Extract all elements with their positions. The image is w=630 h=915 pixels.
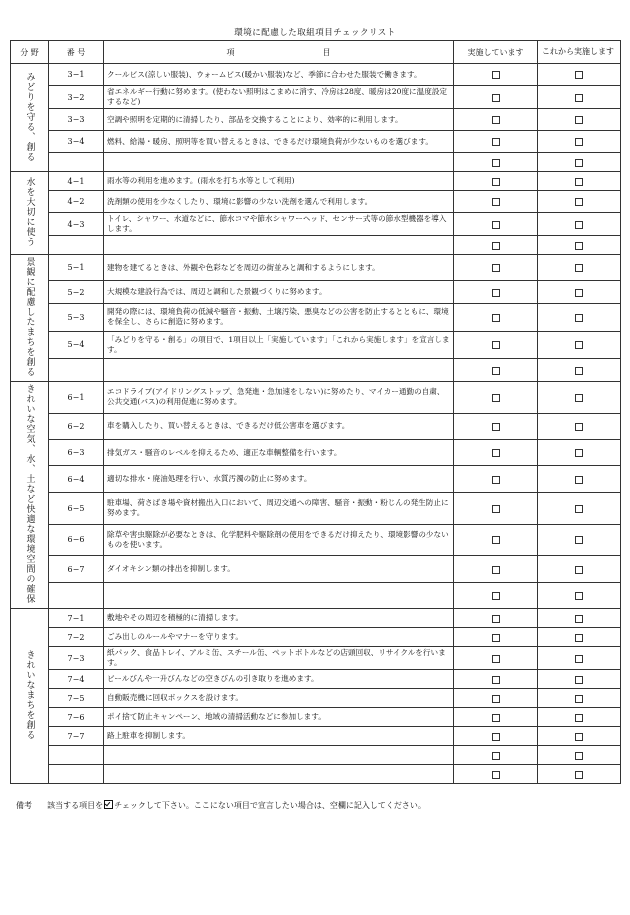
implemented-cell (454, 670, 538, 689)
planned-checkbox[interactable] (575, 264, 583, 272)
item-text: 「みどりを守る・創る」の項目で、1項目以上「実施しています」「これから実施します」を宣言します。 (104, 331, 454, 359)
implemented-cell (454, 86, 538, 109)
planned-cell (538, 86, 621, 109)
item-number: 7−3 (49, 647, 104, 670)
item-number: 6−3 (49, 440, 104, 466)
blank-row (11, 359, 621, 382)
planned-cell (538, 255, 621, 281)
page-title: 環境に配慮した取組項目チェックリスト (234, 28, 396, 38)
planned-cell (538, 440, 621, 466)
table-row (11, 172, 621, 191)
implemented-checkbox[interactable] (492, 138, 500, 146)
item-number: 6−1 (49, 382, 104, 414)
planned-checkbox[interactable] (575, 94, 583, 102)
item-text: ビールびんや一升びんなどの空きびんの引き取りを進めます。 (104, 670, 454, 689)
table-row (11, 213, 621, 236)
item-text: 駐車場、荷さばき場や資材搬出入口において、周辺交通への障害、騒音・振動・粉じんの発生防止に努めます。 (104, 492, 454, 524)
planned-checkbox[interactable] (575, 367, 583, 375)
implemented-cell (454, 727, 538, 746)
implemented-cell (454, 64, 538, 86)
planned-checkbox[interactable] (575, 178, 583, 186)
item-text: 排気ガス・騒音のレベルを抑えるため、適正な車輌整備を行います。 (104, 440, 454, 466)
implemented-checkbox[interactable] (492, 695, 500, 703)
category-label: 景観に配慮したまちを創る (24, 257, 35, 377)
planned-checkbox[interactable] (575, 341, 583, 349)
implemented-cell (454, 236, 538, 255)
planned-cell (538, 109, 621, 131)
planned-cell (538, 670, 621, 689)
blank-row (11, 582, 621, 608)
item-number: 3−1 (49, 64, 104, 86)
item-text: 紙パック、食品トレイ、アルミ缶、スチール缶、ペットボトルなどの店頭回収、リサイクルを行います。 (104, 647, 454, 670)
planned-checkbox[interactable] (575, 752, 583, 760)
category-label: みどりを守る、創る (24, 71, 35, 162)
implemented-checkbox[interactable] (492, 423, 500, 431)
table-row (11, 556, 621, 582)
implemented-checkbox[interactable] (492, 449, 500, 457)
planned-cell (538, 647, 621, 670)
category-label: きれいなまちを創る (24, 650, 35, 740)
blank-row (11, 765, 621, 784)
planned-cell (538, 492, 621, 524)
planned-cell (538, 153, 621, 172)
implemented-checkbox[interactable] (492, 634, 500, 642)
planned-checkbox[interactable] (575, 314, 583, 322)
implemented-cell (454, 331, 538, 359)
table-row (11, 492, 621, 524)
category-cell (11, 382, 49, 609)
implemented-checkbox[interactable] (492, 341, 500, 349)
implemented-cell (454, 281, 538, 304)
header-implemented: 実施しています (454, 41, 538, 64)
item-number: 7−4 (49, 670, 104, 689)
implemented-checkbox[interactable] (492, 733, 500, 741)
table-row (11, 727, 621, 746)
implemented-cell (454, 628, 538, 647)
item-number (49, 359, 104, 382)
implemented-checkbox[interactable] (492, 505, 500, 513)
header-number: 番 号 (49, 41, 104, 64)
planned-cell (538, 64, 621, 86)
planned-checkbox[interactable] (575, 159, 583, 167)
planned-checkbox[interactable] (575, 505, 583, 513)
planned-checkbox[interactable] (575, 221, 583, 229)
item-number: 6−6 (49, 524, 104, 556)
table-row (11, 524, 621, 556)
item-number: 5−3 (49, 304, 104, 332)
table-row (11, 670, 621, 689)
item-number: 6−4 (49, 466, 104, 492)
implemented-cell (454, 556, 538, 582)
table-row (11, 86, 621, 109)
implemented-checkbox[interactable] (492, 242, 500, 250)
table-row (11, 382, 621, 414)
planned-checkbox[interactable] (575, 71, 583, 79)
planned-cell (538, 727, 621, 746)
implemented-cell (454, 109, 538, 131)
implemented-cell (454, 708, 538, 727)
implemented-checkbox[interactable] (492, 71, 500, 79)
item-text: 洗剤類の使用を少なくしたり、環境に影響の少ない洗剤を選んで利用します。 (104, 191, 454, 213)
item-text: 敷地やその周辺を積極的に清掃します。 (104, 609, 454, 628)
implemented-checkbox[interactable] (492, 771, 500, 779)
planned-cell (538, 131, 621, 153)
table-row (11, 191, 621, 213)
note-text-after: チェックして下さい。ここにない項目で宣言したい場合は、空欄に記入してください。 (114, 801, 426, 810)
item-number: 7−6 (49, 708, 104, 727)
planned-cell (538, 413, 621, 439)
implemented-checkbox[interactable] (492, 178, 500, 186)
implemented-checkbox[interactable] (492, 221, 500, 229)
implemented-cell (454, 689, 538, 708)
item-text: 大規模な建設行為では、周辺と調和した景観づくりに努めます。 (104, 281, 454, 304)
blank-row (11, 153, 621, 172)
planned-checkbox[interactable] (575, 536, 583, 544)
planned-checkbox[interactable] (575, 423, 583, 431)
implemented-checkbox[interactable] (492, 198, 500, 206)
blank-entry-field[interactable] (104, 746, 454, 765)
planned-checkbox[interactable] (575, 394, 583, 402)
planned-checkbox[interactable] (575, 138, 583, 146)
implemented-cell (454, 466, 538, 492)
planned-cell (538, 689, 621, 708)
category-label: 水を大切に使う (24, 177, 35, 247)
item-text: 省エネルギー行動に努めます。(使わない照明はこまめに消す、冷房は28度、暖房は20度に温度設定するなど) (104, 86, 454, 109)
table-row (11, 647, 621, 670)
item-number: 3−3 (49, 109, 104, 131)
implemented-checkbox[interactable] (492, 264, 500, 272)
item-number: 5−1 (49, 255, 104, 281)
item-text: 適切な排水・廃油処理を行い、水質汚濁の防止に努めます。 (104, 466, 454, 492)
category-cell (11, 64, 49, 172)
planned-checkbox[interactable] (575, 198, 583, 206)
checklist-body (11, 64, 621, 784)
item-number (49, 153, 104, 172)
implemented-cell (454, 172, 538, 191)
implemented-cell (454, 382, 538, 414)
planned-cell (538, 331, 621, 359)
implemented-checkbox[interactable] (492, 116, 500, 124)
planned-cell (538, 213, 621, 236)
category-cell (11, 609, 49, 784)
category-cell (11, 172, 49, 255)
item-text: 除草や害虫駆除が必要なときは、化学肥料や駆除剤の使用をできるだけ抑えたり、環境影響の少ないものを使います。 (104, 524, 454, 556)
table-row (11, 331, 621, 359)
table-row (11, 689, 621, 708)
table-row (11, 708, 621, 727)
blank-entry-field[interactable] (104, 153, 454, 172)
planned-checkbox[interactable] (575, 289, 583, 297)
blank-entry-field[interactable] (104, 765, 454, 784)
item-text: トイレ、シャワー、水道などに、節水コマや節水シャワーヘッド、センサー式等の節水型機器を導入します。 (104, 213, 454, 236)
implemented-checkbox[interactable] (492, 476, 500, 484)
table-row (11, 609, 621, 628)
header-item: 項 目 (104, 41, 454, 64)
item-text: 車を購入したり、買い替えるときは、できるだけ低公害車を選びます。 (104, 413, 454, 439)
table-row (11, 628, 621, 647)
item-number: 7−7 (49, 727, 104, 746)
table-row (11, 413, 621, 439)
implemented-checkbox[interactable] (492, 394, 500, 402)
item-number: 4−2 (49, 191, 104, 213)
implemented-cell (454, 304, 538, 332)
implemented-checkbox[interactable] (492, 367, 500, 375)
item-number: 6−7 (49, 556, 104, 582)
item-number: 7−5 (49, 689, 104, 708)
table-header-row (11, 41, 621, 64)
planned-cell (538, 746, 621, 765)
item-number: 3−4 (49, 131, 104, 153)
header-category: 分 野 (11, 41, 49, 64)
item-text: 自動販売機に回収ボックスを設けます。 (104, 689, 454, 708)
item-number (49, 765, 104, 784)
item-number: 3−2 (49, 86, 104, 109)
planned-cell (538, 582, 621, 608)
table-row (11, 440, 621, 466)
blank-row (11, 236, 621, 255)
table-row (11, 281, 621, 304)
planned-cell (538, 708, 621, 727)
planned-checkbox[interactable] (575, 676, 583, 684)
blank-entry-field[interactable] (104, 236, 454, 255)
blank-entry-field[interactable] (104, 359, 454, 382)
item-number: 5−4 (49, 331, 104, 359)
item-text: 雨水等の利用を進めます。(雨水を打ち水等として利用) (104, 172, 454, 191)
planned-checkbox[interactable] (575, 733, 583, 741)
planned-cell (538, 304, 621, 332)
implemented-checkbox[interactable] (492, 615, 500, 623)
implemented-cell (454, 131, 538, 153)
blank-entry-field[interactable] (104, 582, 454, 608)
item-text: 建物を建てるときは、外観や色彩などを周辺の街並みと調和するようにします。 (104, 255, 454, 281)
item-number: 6−2 (49, 413, 104, 439)
implemented-checkbox[interactable] (492, 566, 500, 574)
item-text: 燃料、給湯・暖房、照明等を買い替えるときは、できるだけ環境負荷が少ないものを選びます。 (104, 131, 454, 153)
planned-checkbox[interactable] (575, 566, 583, 574)
item-number: 7−1 (49, 609, 104, 628)
planned-cell (538, 281, 621, 304)
implemented-cell (454, 440, 538, 466)
note-text-before: 該当する項目を (47, 801, 104, 810)
item-number: 6−5 (49, 492, 104, 524)
checked-box-icon (104, 800, 113, 809)
implemented-cell (454, 647, 538, 670)
footnote (16, 800, 426, 811)
planned-checkbox[interactable] (575, 449, 583, 457)
item-number (49, 582, 104, 608)
item-number: 4−1 (49, 172, 104, 191)
item-number: 4−3 (49, 213, 104, 236)
category-label: きれいな空気、水、土など快適な環境空間の確保 (24, 384, 35, 604)
planned-cell (538, 172, 621, 191)
item-text: 開発の際には、環境負荷の低減や騒音・振動、土壌汚染、悪臭などの公害を防止するとともに、環境を保全し、さらに創造に努めます。 (104, 304, 454, 332)
item-text: 路上駐車を抑制します。 (104, 727, 454, 746)
implemented-checkbox[interactable] (492, 655, 500, 663)
implemented-cell (454, 359, 538, 382)
planned-checkbox[interactable] (575, 615, 583, 623)
item-text: ポイ捨て防止キャンペーン、地域の清掃活動などに参加します。 (104, 708, 454, 727)
item-text: ダイオキシン類の排出を抑制します。 (104, 556, 454, 582)
planned-cell (538, 236, 621, 255)
planned-checkbox[interactable] (575, 771, 583, 779)
implemented-cell (454, 255, 538, 281)
item-number (49, 746, 104, 765)
planned-checkbox[interactable] (575, 634, 583, 642)
planned-cell (538, 765, 621, 784)
note-label: 備考 (16, 801, 32, 810)
planned-cell (538, 466, 621, 492)
implemented-checkbox[interactable] (492, 676, 500, 684)
implemented-checkbox[interactable] (492, 536, 500, 544)
planned-checkbox[interactable] (575, 714, 583, 722)
planned-cell (538, 191, 621, 213)
implemented-checkbox[interactable] (492, 752, 500, 760)
blank-row (11, 746, 621, 765)
implemented-cell (454, 765, 538, 784)
implemented-checkbox[interactable] (492, 159, 500, 167)
implemented-checkbox[interactable] (492, 314, 500, 322)
implemented-cell (454, 213, 538, 236)
item-text: エコドライブ(アイドリングストップ、急発進・急加速をしない)に努めたり、マイカー通勤の自粛、公共交通(バス)の利用促進に努めます。 (104, 382, 454, 414)
implemented-cell (454, 609, 538, 628)
implemented-cell (454, 153, 538, 172)
planned-checkbox[interactable] (575, 695, 583, 703)
item-number: 7−2 (49, 628, 104, 647)
table-row (11, 466, 621, 492)
category-cell (11, 255, 49, 382)
implemented-checkbox[interactable] (492, 714, 500, 722)
implemented-checkbox[interactable] (492, 289, 500, 297)
planned-checkbox[interactable] (575, 116, 583, 124)
table-row (11, 64, 621, 86)
table-row (11, 109, 621, 131)
item-number: 5−2 (49, 281, 104, 304)
item-text: ごみ出しのルールやマナーを守ります。 (104, 628, 454, 647)
planned-checkbox[interactable] (575, 476, 583, 484)
planned-cell (538, 628, 621, 647)
planned-cell (538, 524, 621, 556)
implemented-cell (454, 413, 538, 439)
item-number (49, 236, 104, 255)
planned-cell (538, 359, 621, 382)
implemented-cell (454, 492, 538, 524)
implemented-cell (454, 524, 538, 556)
planned-cell (538, 609, 621, 628)
table-row (11, 255, 621, 281)
planned-cell (538, 556, 621, 582)
planned-cell (538, 382, 621, 414)
implemented-checkbox[interactable] (492, 94, 500, 102)
implemented-cell (454, 746, 538, 765)
table-row (11, 131, 621, 153)
item-text: クールビス(涼しい服装)、ウォームビス(暖かい服装)など、季節に合わせた服装で働きます。 (104, 64, 454, 86)
checklist-table (10, 40, 621, 784)
implemented-cell (454, 582, 538, 608)
implemented-cell (454, 191, 538, 213)
item-text: 空調や照明を定期的に清掃したり、部品を交換することにより、効率的に利用します。 (104, 109, 454, 131)
header-planned: これから実施します (538, 41, 621, 64)
planned-checkbox[interactable] (575, 592, 583, 600)
implemented-checkbox[interactable] (492, 592, 500, 600)
planned-checkbox[interactable] (575, 242, 583, 250)
planned-checkbox[interactable] (575, 655, 583, 663)
table-row (11, 304, 621, 332)
